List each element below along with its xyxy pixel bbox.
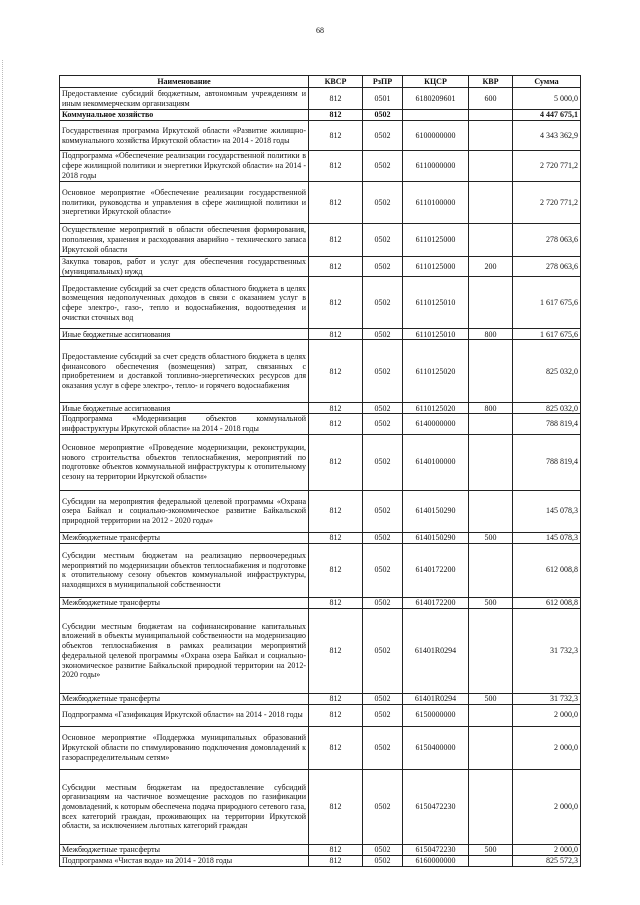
cell-kvr — [469, 434, 513, 490]
cell-kvsr: 812 — [309, 88, 363, 110]
cell-name: Иные бюджетные ассигнования — [60, 329, 309, 340]
cell-kvr — [469, 224, 513, 257]
cell-kvr — [469, 490, 513, 532]
header-kcsr: КЦСР — [403, 76, 469, 88]
cell-kvr: 500 — [469, 532, 513, 543]
cell-kvsr: 812 — [309, 608, 363, 693]
cell-rzpr: 0502 — [363, 110, 403, 121]
cell-name: Межбюджетные трансферты — [60, 597, 309, 608]
cell-kvr: 200 — [469, 257, 513, 277]
cell-kcsr: 6140100000 — [403, 434, 469, 490]
cell-rzpr: 0502 — [363, 257, 403, 277]
cell-kvr — [469, 121, 513, 151]
cell-rzpr: 0502 — [363, 608, 403, 693]
cell-kvsr: 812 — [309, 844, 363, 855]
cell-kcsr: 61401R0294 — [403, 608, 469, 693]
cell-kvsr: 812 — [309, 726, 363, 769]
table-row — [60, 403, 581, 414]
table-row — [60, 340, 581, 403]
cell-kvsr: 812 — [309, 543, 363, 597]
table-row — [60, 88, 581, 110]
cell-rzpr: 0502 — [363, 182, 403, 224]
cell-sum: 2 000,0 — [513, 704, 581, 726]
cell-kvr — [469, 726, 513, 769]
cell-kvr: 500 — [469, 597, 513, 608]
cell-kvr: 500 — [469, 693, 513, 704]
cell-name: Предоставление субсидий бюджетным, автономным учреждениям и иным некоммерческим организациям — [60, 88, 309, 110]
table-row — [60, 151, 581, 182]
cell-kcsr: 61401R0294 — [403, 693, 469, 704]
cell-kvsr: 812 — [309, 151, 363, 182]
table-row — [60, 257, 581, 277]
cell-kvr: 600 — [469, 88, 513, 110]
cell-kvr — [469, 414, 513, 434]
cell-name: Коммунальное хозяйство — [60, 110, 309, 121]
cell-rzpr: 0502 — [363, 277, 403, 329]
cell-sum: 788 819,4 — [513, 414, 581, 434]
cell-rzpr: 0502 — [363, 693, 403, 704]
cell-rzpr: 0502 — [363, 403, 403, 414]
cell-kcsr: 6180209601 — [403, 88, 469, 110]
cell-kvsr: 812 — [309, 769, 363, 844]
cell-name: Межбюджетные трансферты — [60, 693, 309, 704]
cell-rzpr: 0502 — [363, 543, 403, 597]
cell-kvr — [469, 182, 513, 224]
cell-kcsr: 6150472230 — [403, 844, 469, 855]
cell-kvr: 800 — [469, 403, 513, 414]
cell-kcsr: 6110125010 — [403, 329, 469, 340]
cell-rzpr: 0502 — [363, 329, 403, 340]
cell-kvsr: 812 — [309, 182, 363, 224]
header-kvr: КВР — [469, 76, 513, 88]
cell-sum: 2 720 771,2 — [513, 182, 581, 224]
cell-kcsr: 6110125020 — [403, 340, 469, 403]
cell-sum: 145 078,3 — [513, 532, 581, 543]
cell-kcsr: 6110125020 — [403, 403, 469, 414]
cell-rzpr: 0502 — [363, 434, 403, 490]
cell-kvr — [469, 340, 513, 403]
cell-kvr — [469, 704, 513, 726]
table-row — [60, 608, 581, 693]
cell-sum: 31 732,3 — [513, 693, 581, 704]
cell-kcsr: 6140172200 — [403, 597, 469, 608]
cell-kcsr: 6110100000 — [403, 182, 469, 224]
cell-name: Межбюджетные трансферты — [60, 844, 309, 855]
table-row — [60, 414, 581, 434]
cell-kcsr: 6140000000 — [403, 414, 469, 434]
budget-table — [59, 75, 581, 867]
cell-kcsr: 6150400000 — [403, 726, 469, 769]
cell-sum: 145 078,3 — [513, 490, 581, 532]
cell-rzpr: 0501 — [363, 88, 403, 110]
cell-sum: 4 343 362,9 — [513, 121, 581, 151]
cell-kvr — [469, 543, 513, 597]
cell-name: Подпрограмма «Обеспечение реализации государственной политики в сфере жилищной политики и энергетики Иркутской области» на 2014 - 2018 годы — [60, 151, 309, 182]
cell-kvsr: 812 — [309, 532, 363, 543]
cell-kcsr: 6140150290 — [403, 490, 469, 532]
cell-kcsr: 6150472230 — [403, 769, 469, 844]
table-row — [60, 490, 581, 532]
cell-rzpr: 0502 — [363, 704, 403, 726]
cell-kcsr: 6110125000 — [403, 257, 469, 277]
cell-kvsr: 812 — [309, 257, 363, 277]
cell-kcsr: 6160000000 — [403, 855, 469, 866]
cell-kvsr: 812 — [309, 434, 363, 490]
table-row — [60, 855, 581, 866]
cell-kvr — [469, 110, 513, 121]
cell-sum: 4 447 675,1 — [513, 110, 581, 121]
cell-sum: 825 032,0 — [513, 340, 581, 403]
cell-kvr: 500 — [469, 844, 513, 855]
table-header-row — [60, 76, 581, 88]
cell-kcsr: 6140172200 — [403, 543, 469, 597]
table-row — [60, 434, 581, 490]
cell-name: Основное мероприятие «Поддержка муниципальных образований Иркутской области по стимулированию подключения домовладений к газораспределительным сетям» — [60, 726, 309, 769]
cell-name: Предоставление субсидий за счет средств областного бюджета в целях финансового обеспечения (возмещения) затрат, связанных с приобретением и доставкой топливно-энергетических ресурсов для оказания услуг в сфере электро-, тепло- и горячего водоснабжения — [60, 340, 309, 403]
cell-kvr — [469, 769, 513, 844]
table-row — [60, 121, 581, 151]
cell-kvr — [469, 855, 513, 866]
cell-sum: 2 000,0 — [513, 726, 581, 769]
page-number: 68 — [316, 26, 324, 35]
cell-kvsr: 812 — [309, 110, 363, 121]
cell-kvsr: 812 — [309, 704, 363, 726]
cell-rzpr: 0502 — [363, 769, 403, 844]
cell-kvsr: 812 — [309, 693, 363, 704]
cell-rzpr: 0502 — [363, 224, 403, 257]
cell-kvr — [469, 277, 513, 329]
cell-kcsr: 6110125010 — [403, 277, 469, 329]
table-row — [60, 769, 581, 844]
cell-rzpr: 0502 — [363, 855, 403, 866]
cell-name: Межбюджетные трансферты — [60, 532, 309, 543]
cell-kvr: 800 — [469, 329, 513, 340]
table-body — [60, 88, 581, 867]
cell-name: Субсидии местным бюджетам на софинансирование капитальных вложений в объекты муниципальной собственности на модернизацию объектов теплоснабжения в рамках реализации мероприятий федеральной целевой программы «Охрана озера Байкал и социально-экономическое развитие Байкальской природной территории на 2012-2020 годы» — [60, 608, 309, 693]
cell-sum: 2 000,0 — [513, 844, 581, 855]
cell-kvsr: 812 — [309, 414, 363, 434]
cell-sum: 2 720 771,2 — [513, 151, 581, 182]
cell-sum: 612 008,8 — [513, 597, 581, 608]
cell-sum: 1 617 675,6 — [513, 329, 581, 340]
cell-rzpr: 0502 — [363, 151, 403, 182]
cell-kvsr: 812 — [309, 490, 363, 532]
table-row — [60, 693, 581, 704]
cell-kvr — [469, 608, 513, 693]
cell-kcsr — [403, 110, 469, 121]
cell-rzpr: 0502 — [363, 340, 403, 403]
cell-sum: 825 572,3 — [513, 855, 581, 866]
cell-name: Предоставление субсидий за счет средств областного бюджета в целях возмещения недополученных доходов в связи с оказанием услуг в сфере электро-, газо-, тепло и водоснабжения, водоотведения и очистки сточных вод — [60, 277, 309, 329]
cell-kvsr: 812 — [309, 597, 363, 608]
cell-sum: 825 032,0 — [513, 403, 581, 414]
cell-name: Основное мероприятие «Проведение модернизации, реконструкции, нового строительства объектов теплоснабжения, мероприятий по подготовке объектов коммунальной инфраструктуры к отопительному сезону на территории Иркутской области» — [60, 434, 309, 490]
cell-kvsr: 812 — [309, 855, 363, 866]
cell-name: Подпрограмма «Чистая вода» на 2014 - 2018 годы — [60, 855, 309, 866]
cell-rzpr: 0502 — [363, 532, 403, 543]
cell-sum: 2 000,0 — [513, 769, 581, 844]
cell-kcsr: 6150000000 — [403, 704, 469, 726]
table-row — [60, 726, 581, 769]
table-row — [60, 704, 581, 726]
cell-name: Подпрограмма «Модернизация объектов коммунальной инфраструктуры Иркутской области» на 2014 - 2018 годы — [60, 414, 309, 434]
table-row — [60, 532, 581, 543]
cell-name: Закупка товаров, работ и услуг для обеспечения государственных (муниципальных) нужд — [60, 257, 309, 277]
cell-name: Осуществление мероприятий в области обеспечения формирования, пополнения, хранения и расходования аварийно - технического запаса Иркутской области — [60, 224, 309, 257]
cell-sum: 31 732,3 — [513, 608, 581, 693]
cell-kvr — [469, 151, 513, 182]
cell-name: Государственная программа Иркутской области «Развитие жилищно-коммунального хозяйства Иркутской области» на 2014 - 2018 годы — [60, 121, 309, 151]
table-row — [60, 329, 581, 340]
cell-kvsr: 812 — [309, 403, 363, 414]
table-row — [60, 224, 581, 257]
cell-sum: 278 063,6 — [513, 257, 581, 277]
cell-rzpr: 0502 — [363, 414, 403, 434]
cell-rzpr: 0502 — [363, 121, 403, 151]
table-row — [60, 597, 581, 608]
header-kvsr: КВСР — [309, 76, 363, 88]
cell-kvsr: 812 — [309, 121, 363, 151]
cell-name: Субсидии на мероприятия федеральной целевой программы «Охрана озера Байкал и социально-экономическое развитие Байкальской природной территории на 2012 - 2020 годы» — [60, 490, 309, 532]
cell-kcsr: 6100000000 — [403, 121, 469, 151]
scan-edge-marks — [2, 60, 5, 865]
cell-rzpr: 0502 — [363, 726, 403, 769]
cell-sum: 788 819,4 — [513, 434, 581, 490]
cell-name: Субсидии местным бюджетам на предоставление субсидий организациям на частичное возмещение расходов по газификации домовладений, к которым обеспечена подача природного сетевого газа, всех категорий граждан, проживающих на территории Иркутской области, за исключением льготных категорий граждан — [60, 769, 309, 844]
cell-name: Иные бюджетные ассигнования — [60, 403, 309, 414]
table-row — [60, 277, 581, 329]
table-row — [60, 110, 581, 121]
cell-sum: 1 617 675,6 — [513, 277, 581, 329]
cell-name: Субсидии местным бюджетам на реализацию первоочередных мероприятий по модернизации объектов теплоснабжения и подготовке к отопительному сезону объектов коммунальной инфраструктуры, находящихся в муниципальной собственности — [60, 543, 309, 597]
cell-kcsr: 6110000000 — [403, 151, 469, 182]
table-row — [60, 182, 581, 224]
cell-kcsr: 6140150290 — [403, 532, 469, 543]
cell-kvsr: 812 — [309, 277, 363, 329]
header-sum: Сумма — [513, 76, 581, 88]
table-row — [60, 844, 581, 855]
table-row — [60, 543, 581, 597]
cell-rzpr: 0502 — [363, 844, 403, 855]
header-rzpr: РзПР — [363, 76, 403, 88]
cell-kvsr: 812 — [309, 329, 363, 340]
cell-kvsr: 812 — [309, 340, 363, 403]
cell-kcsr: 6110125000 — [403, 224, 469, 257]
cell-rzpr: 0502 — [363, 597, 403, 608]
cell-name: Основное мероприятие «Обеспечение реализации государственной политики, руководства и управления в сфере жилищной политики и энергетики Иркутской области» — [60, 182, 309, 224]
cell-name: Подпрограмма «Газификация Иркутской области» на 2014 - 2018 годы — [60, 704, 309, 726]
cell-sum: 612 008,8 — [513, 543, 581, 597]
cell-sum: 278 063,6 — [513, 224, 581, 257]
cell-rzpr: 0502 — [363, 490, 403, 532]
cell-sum: 5 000,0 — [513, 88, 581, 110]
cell-kvsr: 812 — [309, 224, 363, 257]
header-name: Наименование — [60, 76, 309, 88]
